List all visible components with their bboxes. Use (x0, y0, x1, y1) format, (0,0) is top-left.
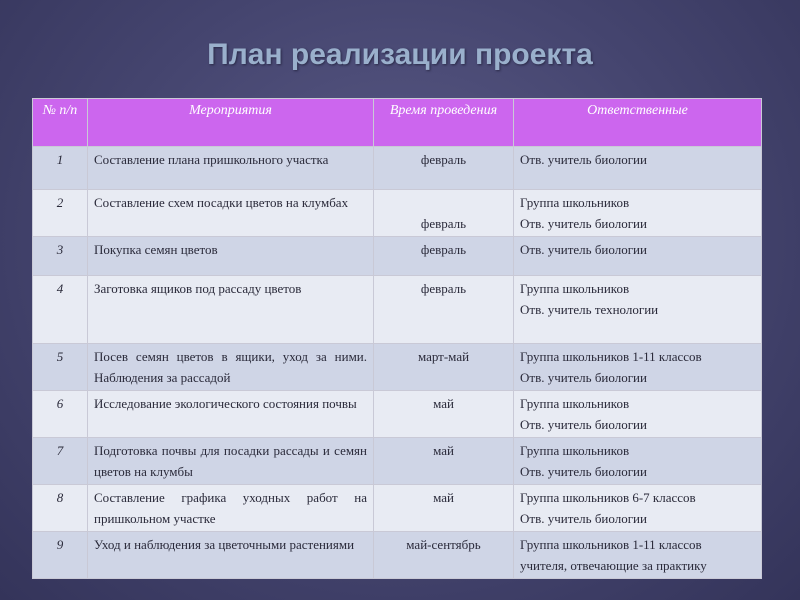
row-activity: Подготовка почвы для посадки рассады и семян цветов на клумбы (88, 438, 374, 485)
row-time: май (374, 485, 514, 532)
responsible-line: Отв. учитель биологии (520, 242, 647, 257)
header-num: № п/п (33, 99, 88, 147)
row-num: 6 (33, 391, 88, 438)
row-responsible (514, 391, 762, 438)
responsible-line: Отв. учитель биологии (520, 417, 647, 432)
row-num: 7 (33, 438, 88, 485)
responsible-line: Отв. учитель биологии (520, 152, 647, 167)
row-responsible (514, 190, 762, 237)
table-row (33, 532, 762, 579)
row-activity: Составление плана пришкольного участка (88, 147, 374, 190)
header-responsible: Ответственные (514, 99, 762, 147)
row-responsible (514, 147, 762, 190)
row-activity: Исследование экологического состояния почвы (88, 391, 374, 438)
row-responsible (514, 276, 762, 344)
row-activity: Заготовка ящиков под рассаду цветов (88, 276, 374, 344)
table-row (33, 237, 762, 276)
responsible-line: Группа школьников (520, 443, 630, 458)
responsible-line: Отв. учитель биологии (520, 464, 647, 479)
table-header-row (33, 99, 762, 147)
responsible-line: Отв. учитель биологии (520, 216, 647, 231)
row-activity: Составление схем посадки цветов на клумбах (88, 190, 374, 237)
row-responsible (514, 532, 762, 579)
row-responsible (514, 344, 762, 391)
table-row (33, 485, 762, 532)
row-time: февраль (374, 190, 514, 237)
responsible-line: Отв. учитель биологии (520, 511, 647, 526)
responsible-line: Группа школьников (520, 281, 630, 296)
table-row (33, 190, 762, 237)
row-num: 5 (33, 344, 88, 391)
table-row (33, 276, 762, 344)
row-responsible (514, 438, 762, 485)
project-plan-table (32, 98, 762, 579)
row-time: май (374, 438, 514, 485)
slide-title: План реализации проекта (207, 38, 593, 71)
row-num: 9 (33, 532, 88, 579)
table-row (33, 344, 762, 391)
row-activity: Уход и наблюдения за цветочными растениями (88, 532, 374, 579)
responsible-line: Группа школьников 6-7 классов (520, 490, 696, 505)
row-num: 3 (33, 237, 88, 276)
responsible-line: Отв. учитель биологии (520, 370, 647, 385)
responsible-line: Группа школьников (520, 195, 630, 210)
responsible-line: Группа школьников 1-11 классов (520, 537, 702, 552)
row-time: февраль (374, 147, 514, 190)
table-row (33, 391, 762, 438)
row-responsible (514, 237, 762, 276)
header-activity: Мероприятия (88, 99, 374, 147)
responsible-line: Группа школьников 1-11 классов (520, 349, 702, 364)
responsible-line: Отв. учитель технологии (520, 302, 659, 317)
row-time: май (374, 391, 514, 438)
row-num: 1 (33, 147, 88, 190)
header-time: Время проведения (374, 99, 514, 147)
row-activity: Покупка семян цветов (88, 237, 374, 276)
responsible-line: учителя, отвечающие за практику (520, 558, 707, 573)
table-row (33, 438, 762, 485)
row-num: 4 (33, 276, 88, 344)
responsible-line: Группа школьников (520, 396, 630, 411)
row-responsible (514, 485, 762, 532)
row-num: 8 (33, 485, 88, 532)
table-row (33, 147, 762, 190)
row-activity: Посев семян цветов в ящики, уход за ними. Наблюдения за рассадой (88, 344, 374, 391)
row-time: февраль (374, 237, 514, 276)
row-time: февраль (374, 276, 514, 344)
row-activity: Составление графика уходных работ на пришкольном участке (88, 485, 374, 532)
row-num: 2 (33, 190, 88, 237)
row-time: май-сентябрь (374, 532, 514, 579)
row-time: март-май (374, 344, 514, 391)
